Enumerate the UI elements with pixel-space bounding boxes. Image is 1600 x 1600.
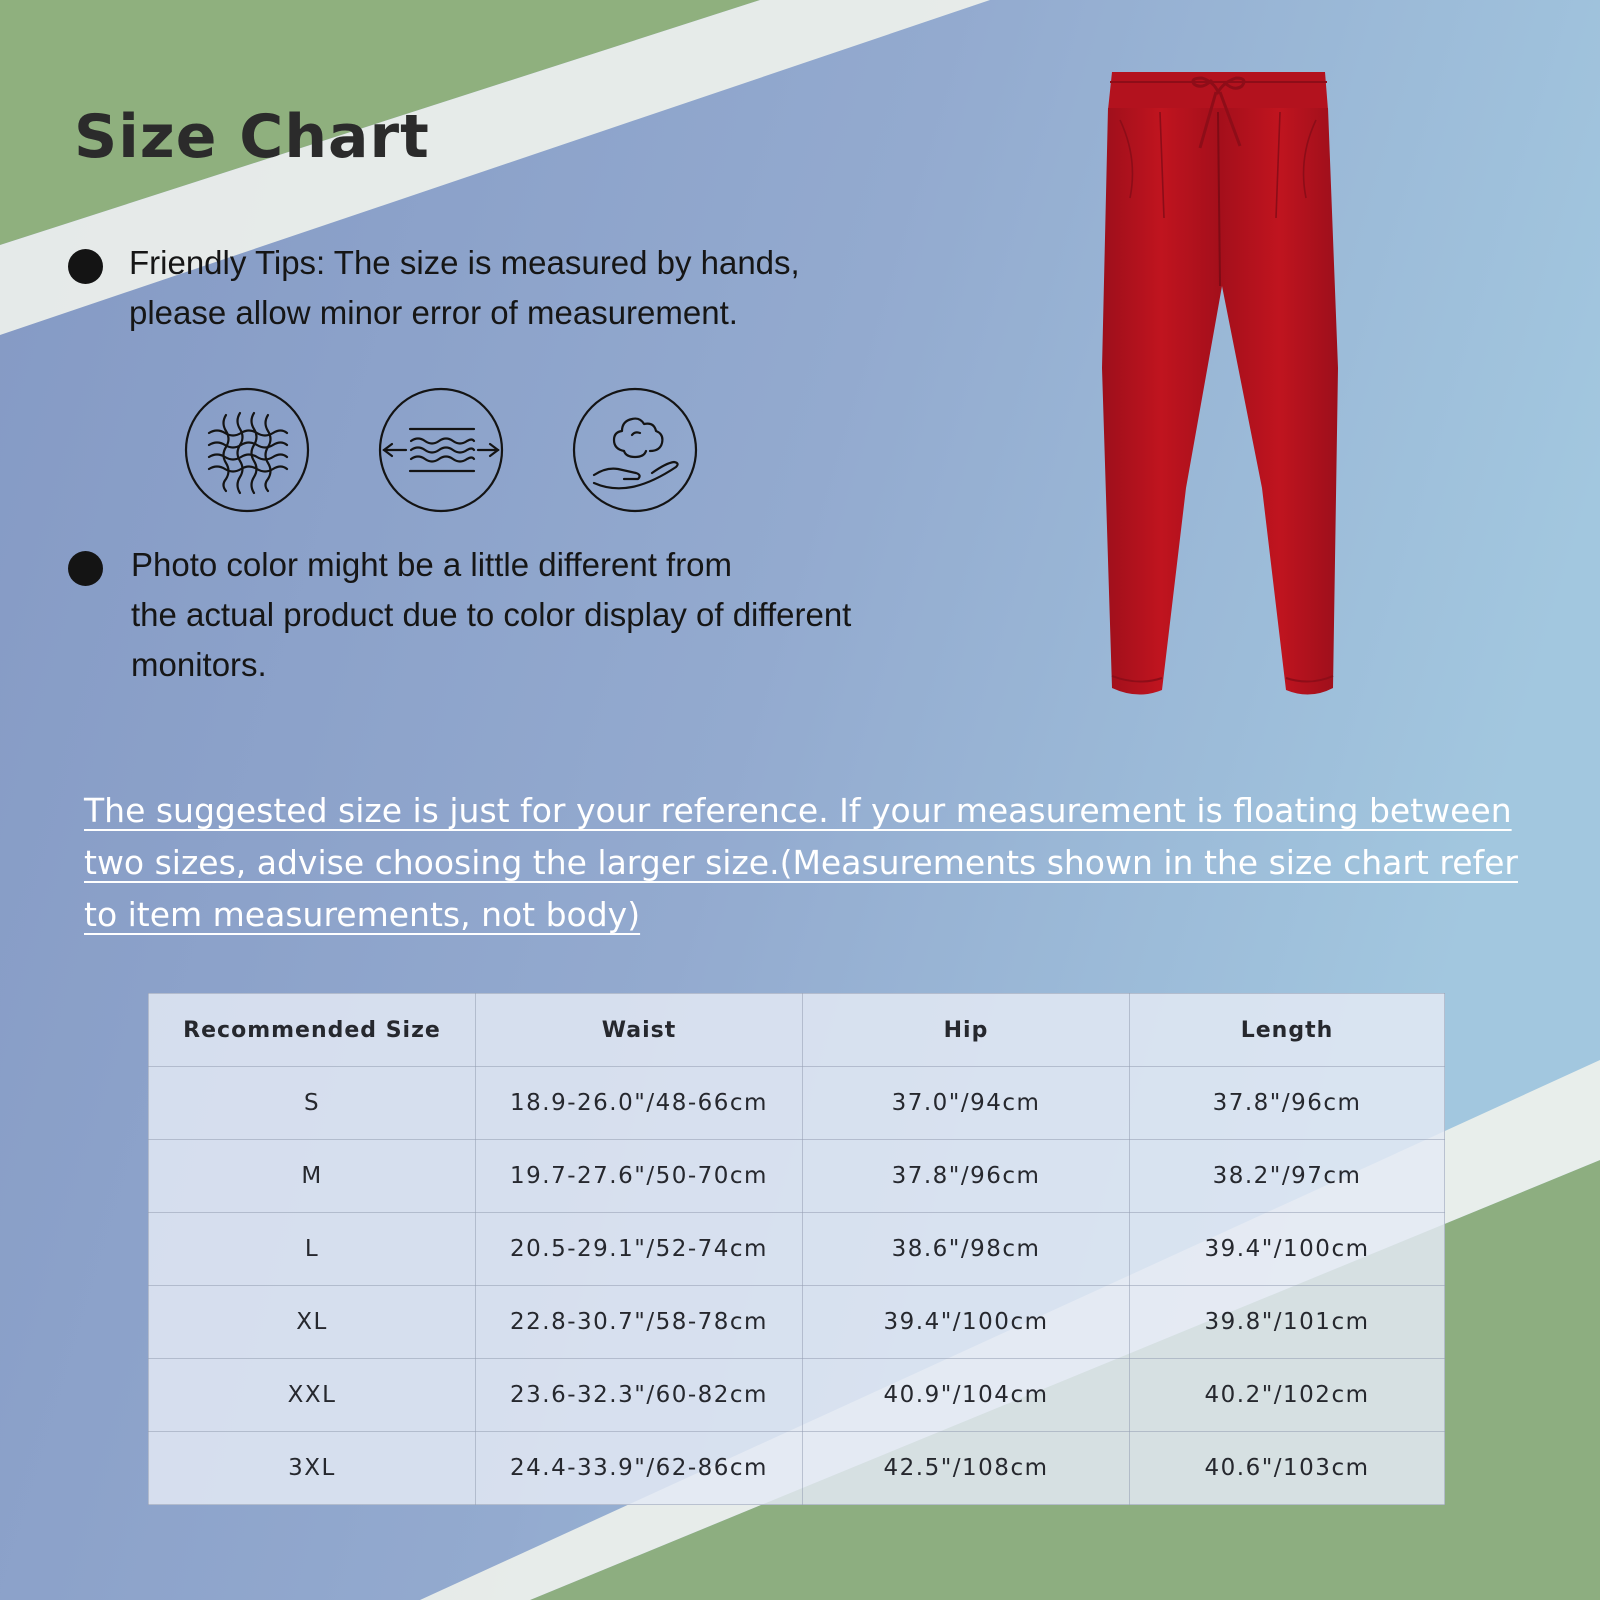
breathable-fabric-icon bbox=[184, 387, 310, 513]
cell-length: 39.8"/101cm bbox=[1130, 1286, 1445, 1359]
cell-waist: 20.5-29.1"/52-74cm bbox=[476, 1213, 803, 1286]
page-title: Size Chart bbox=[74, 102, 430, 172]
cell-size: 3XL bbox=[149, 1432, 476, 1505]
red-pants-image bbox=[1090, 68, 1350, 718]
bullet-icon bbox=[68, 249, 103, 284]
stretch-fabric-icon bbox=[378, 387, 504, 513]
bullet-icon bbox=[68, 551, 103, 586]
cell-waist: 19.7-27.6"/50-70cm bbox=[476, 1140, 803, 1213]
table-row bbox=[149, 1213, 1445, 1286]
cell-waist: 23.6-32.3"/60-82cm bbox=[476, 1359, 803, 1432]
cell-length: 40.6"/103cm bbox=[1130, 1432, 1445, 1505]
tip-line: the actual product due to color display of different bbox=[131, 596, 852, 633]
tip-line: monitors. bbox=[131, 646, 267, 683]
cell-hip: 37.0"/94cm bbox=[803, 1067, 1130, 1140]
cell-hip: 42.5"/108cm bbox=[803, 1432, 1130, 1505]
cell-size: XXL bbox=[149, 1359, 476, 1432]
table-row bbox=[149, 1140, 1445, 1213]
note-line: to item measurements, not body) bbox=[84, 895, 641, 934]
tip-line: Photo color might be a little different from bbox=[131, 546, 733, 583]
table-row bbox=[149, 1286, 1445, 1359]
size-suggestion-note bbox=[84, 785, 1518, 941]
cell-size: XL bbox=[149, 1286, 476, 1359]
tip-line: please allow minor error of measurement. bbox=[129, 294, 738, 331]
header-recommended-size: Recommended Size bbox=[149, 994, 476, 1067]
cell-size: M bbox=[149, 1140, 476, 1213]
cell-hip: 37.8"/96cm bbox=[803, 1140, 1130, 1213]
tip-line: Friendly Tips: The size is measured by hands, bbox=[129, 244, 800, 281]
color-tip bbox=[68, 540, 851, 690]
header-waist: Waist bbox=[476, 994, 803, 1067]
cell-length: 37.8"/96cm bbox=[1130, 1067, 1445, 1140]
cell-size: L bbox=[149, 1213, 476, 1286]
cell-waist: 18.9-26.0"/48-66cm bbox=[476, 1067, 803, 1140]
cell-hip: 38.6"/98cm bbox=[803, 1213, 1130, 1286]
soft-cotton-icon bbox=[572, 387, 698, 513]
header-length: Length bbox=[1130, 994, 1445, 1067]
cell-length: 38.2"/97cm bbox=[1130, 1140, 1445, 1213]
cell-length: 39.4"/100cm bbox=[1130, 1213, 1445, 1286]
cell-hip: 40.9"/104cm bbox=[803, 1359, 1130, 1432]
header-hip: Hip bbox=[803, 994, 1130, 1067]
table-row bbox=[149, 1432, 1445, 1505]
size-table bbox=[148, 993, 1445, 1505]
table-row bbox=[149, 1359, 1445, 1432]
cell-waist: 24.4-33.9"/62-86cm bbox=[476, 1432, 803, 1505]
table-header-row bbox=[149, 994, 1445, 1067]
friendly-tip bbox=[68, 238, 800, 338]
cell-size: S bbox=[149, 1067, 476, 1140]
table-row bbox=[149, 1067, 1445, 1140]
note-line: two sizes, advise choosing the larger size.(Measurements shown in the size chart refer bbox=[84, 843, 1518, 882]
note-line: The suggested size is just for your reference. If your measurement is floating between bbox=[84, 791, 1512, 830]
cell-hip: 39.4"/100cm bbox=[803, 1286, 1130, 1359]
cell-waist: 22.8-30.7"/58-78cm bbox=[476, 1286, 803, 1359]
cell-length: 40.2"/102cm bbox=[1130, 1359, 1445, 1432]
